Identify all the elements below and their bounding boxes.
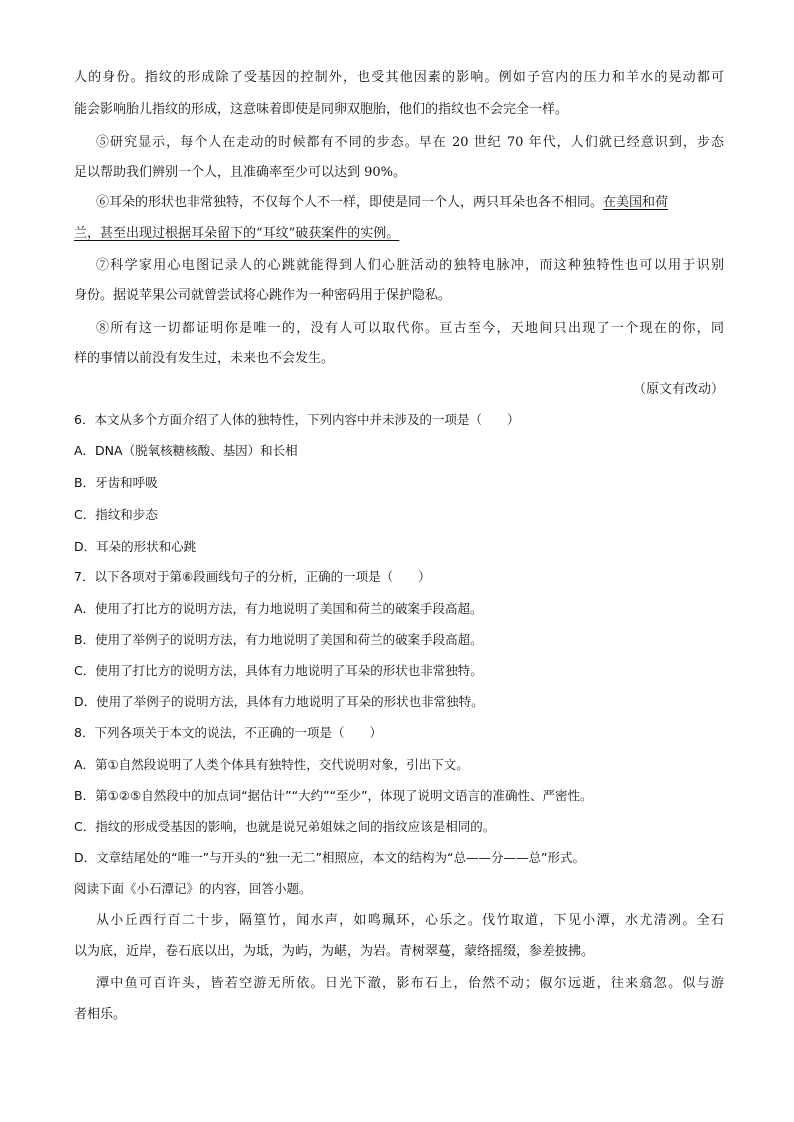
question-6-option-b: B．牙齿和呼吸 xyxy=(74,475,158,490)
classical-text-line-4: 者相乐。 xyxy=(74,1007,127,1022)
paragraph-4-line-2: 能会影响胎儿指纹的形成，这意味着即使是同卵双胞胎，他们的指纹也不会完全一样。 xyxy=(74,102,569,117)
question-6-option-d: D．耳朵的形状和心跳 xyxy=(74,539,197,554)
paragraph-6-line-1 xyxy=(96,193,726,213)
paragraph-8-line-1: ⑧所有这一切都证明你是唯一的，没有人可以取代你。亘古至今，天地间只出现了一个现在的你，同 xyxy=(96,321,724,336)
paragraph-8-line-2: 样的事情以前没有发生过，未来也不会发生。 xyxy=(74,351,335,366)
classical-text-line-3: 潭中鱼可百许头，皆若空游无所依。日光下澈，影布石上，佁然不动；俶尔远逝，往来翕忽。似与游 xyxy=(96,976,724,991)
question-8-option-a: A．第①自然段说明了人类个体具有独特性，交代说明对象，引出下文。 xyxy=(74,757,469,772)
question-7-option-d: D．使用了举例子的说明方法，具体有力地说明了耳朵的形状也非常独特。 xyxy=(74,694,484,709)
question-6-option-a: A．DNA（脱氧核糖核酸、基因）和长相 xyxy=(74,443,298,458)
question-6-option-c: C．指纹和步态 xyxy=(74,507,158,522)
question-6-stem: 6．本文从多个方面介绍了人体的独特性，下列内容中并未涉及的一项是（ ） xyxy=(74,412,520,427)
underlined-sentence-part-1: 在美国和荷 xyxy=(603,195,669,210)
paragraph-6-line-2 xyxy=(74,224,724,244)
classical-text-line-2: 以为底，近岸，卷石底以出，为坻，为屿，为嵁，为岩。青树翠蔓，蒙络摇缀，参差披拂。 xyxy=(74,944,595,959)
question-7-option-b: B．使用了举例子的说明方法，有力地说明了美国和荷兰的破案手段高超。 xyxy=(74,632,483,647)
classical-text-line-1: 从小丘西行百二十步，隔篁竹，闻水声，如鸣珮环，心乐之。伐竹取道，下见小潭，水尤清冽。全石 xyxy=(96,913,724,928)
question-8-option-c: C．指纹的形成受基因的影响，也就是说兄弟姐妹之间的指纹应该是相同的。 xyxy=(74,819,496,834)
underlined-sentence-part-2: 兰，甚至出现过根据耳朵留下的“耳纹”破获案件的实例。 xyxy=(74,226,400,241)
paragraph-4-line-1: 人的身份。指纹的形成除了受基因的控制外，也受其他因素的影响。例如子宫内的压力和羊水的晃动都可 xyxy=(74,70,724,85)
paragraph-5-line-2: 足以帮助我们辨别一个人，且准确率至少可以达到 90%。 xyxy=(74,165,407,180)
question-8-stem: 8．下列各项关于本文的说法，不正确的一项是（ ） xyxy=(74,725,382,740)
question-8-option-d: D．文章结尾处的“唯一”与开头的“独一无二”相照应，本文的结构为“总——分——总”形式。 xyxy=(74,850,585,865)
reading-intro: 阅读下面《小石潭记》的内容，回答小题。 xyxy=(74,881,312,896)
paragraph-7-line-1: ⑦科学家用心电图记录人的心跳就能得到人们心脏活动的独特电脉冲，而这种独特性也可以用于识别 xyxy=(96,258,724,273)
question-7-option-c: C．使用了打比方的说明方法，具体有力地说明了耳朵的形状也非常独特。 xyxy=(74,663,483,678)
paragraph-5-line-1: ⑤研究显示，每个人在走动的时候都有不同的步态。早在 20 世纪 70 年代，人们就已经意识到，步态 xyxy=(96,135,724,150)
paragraph-7-line-2: 身份。据说苹果公司就曾尝试将心跳作为一种密码用于保护隐私。 xyxy=(74,288,452,303)
source-note: （原文有改动） xyxy=(632,382,724,397)
paragraph-6-plain-text: ⑥耳朵的形状也非常独特，不仅每个人不一样，即使是同一个人，两只耳朵也各不相同。 xyxy=(96,195,604,210)
question-7-stem: 7．以下各项对于第⑥段画线句子的分析，正确的一项是（ ） xyxy=(74,569,431,584)
question-8-option-b: B．第①②⑤自然段中的加点词“据估计”“大约”“至少”，体现了说明文语言的准确性、严密性。 xyxy=(74,788,593,803)
question-7-option-a: A．使用了打比方的说明方法，有力地说明了美国和荷兰的破案手段高超。 xyxy=(74,601,483,616)
